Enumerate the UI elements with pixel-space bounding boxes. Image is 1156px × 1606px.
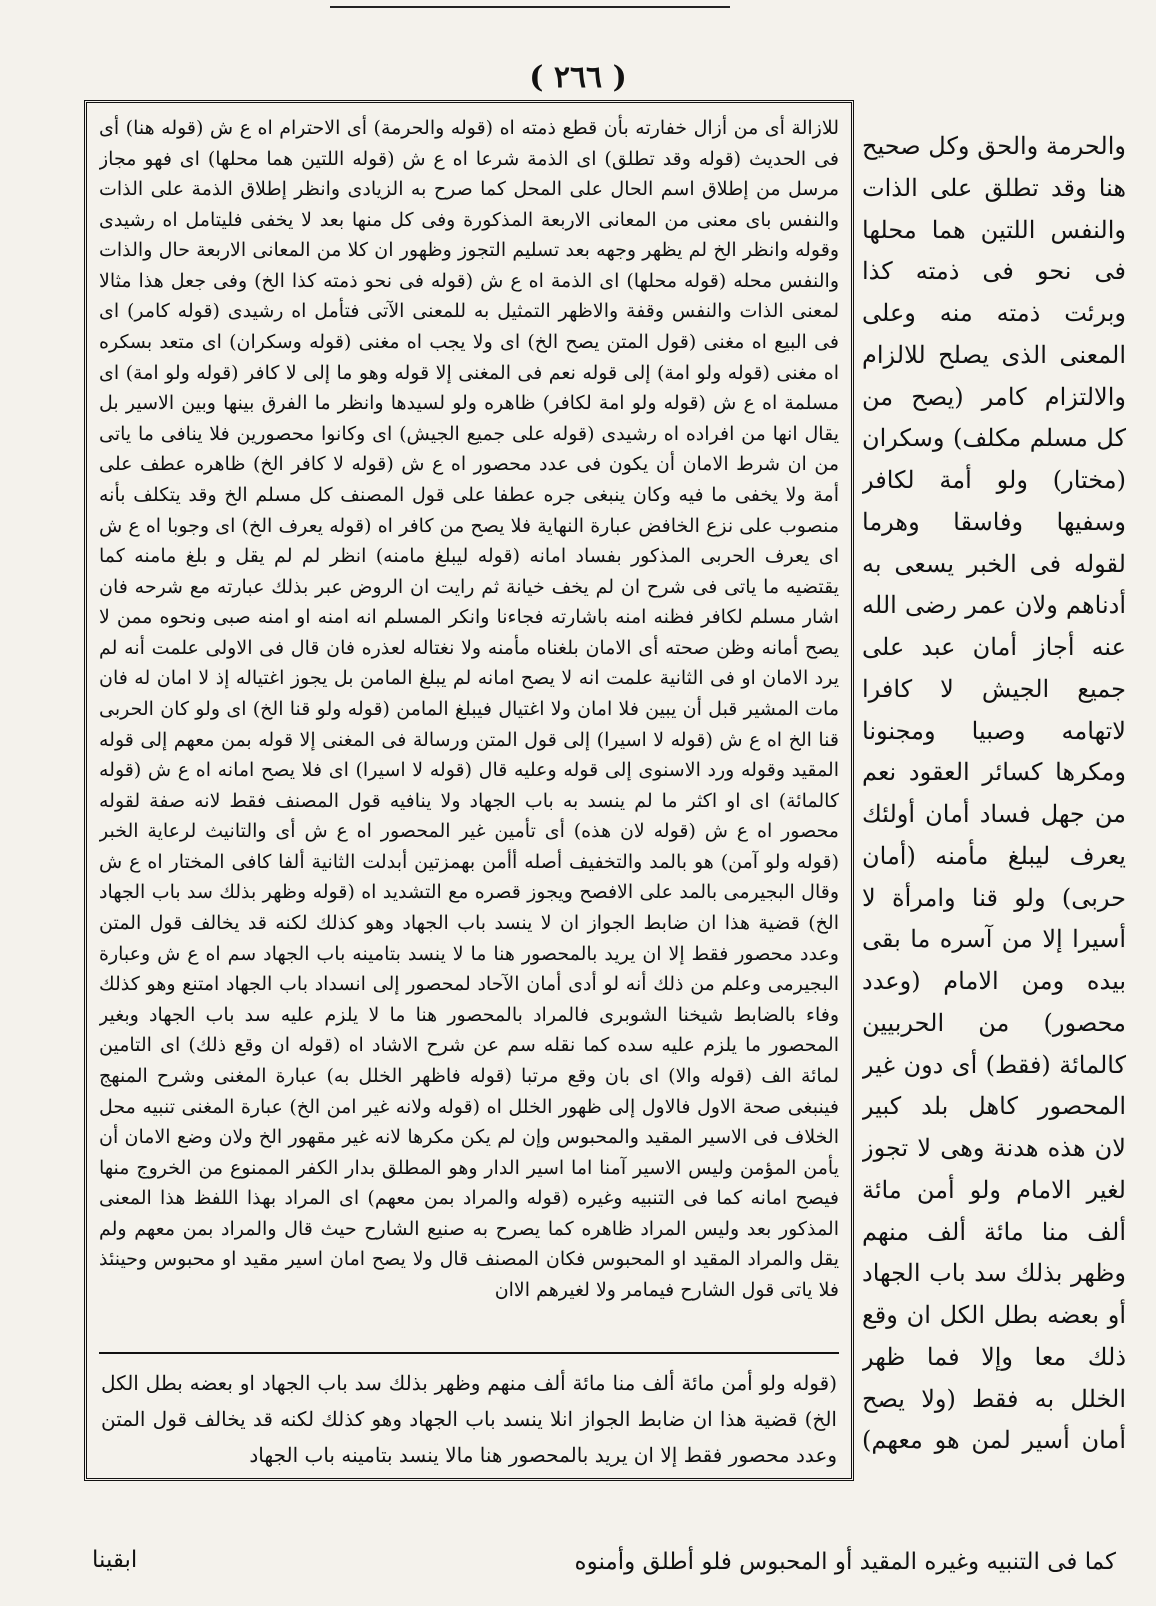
top-rule: [330, 0, 730, 8]
footnote-divider: [99, 1352, 839, 1354]
page-number: ( ٢٦٦ ): [529, 60, 627, 95]
continuation-line: كما فى التنبيه وغيره المقيد أو المحبوس فلو أطلق وأمنوه: [574, 1549, 1116, 1575]
main-text-column: والحرمة والحق وكل صحيح هنا وقد تطلق على الذات والنفس اللتين هما محلها فى نحو فى ذمته كذا وبرئت ذمته منه وعلى المعنى الذى يصلح للالزام والالتزام كامر (يصح من كل مسلم مكلف) وسكران (مختار) ولو أمة لكافر وسفيها وفاسقا وهرما لقوله فى الخبر يسعى به أدناهم ولان عمر رضى الله عنه أجاز أمان عبد على جميع الجيش لا كافرا لاتهامه وصبيا ومجنونا ومكرها كسائر العقود نعم من جهل فساد أمان أولئك يعرف ليبلغ مأمنه (أمان حربى) ولو قنا وامرأة لا أسيرا إلا من آسره ما بقى بيده ومن الامام (وعدد محصور) من الحربيين كالمائة (فقط) أى دون غير المحصور كاهل بلد كبير لان هذه هدنة وهى لا تجوز لغير الامام ولو أمن مائة ألف منا مائة ألف منهم وظهر بذلك سد باب الجهاد أو بعضه بطل الكل ان وقع ذلك معا وإلا فما ظهر الخلل به فقط (ولا يصح أمان أسير لمن هو معهم): [862, 132, 1126, 1455]
footnote-text: (قوله ولو أمن مائة ألف منا مائة ألف منهم وظهر بذلك سد باب الجهاد او بعضه بطل الكل الخ) قضية هذا ان ضابط الجواز انلا ينسد باب الجهاد وهو كذلك لكنه قد يخالف قول المتن وعدد محصور فقط إلا ان يريد بالمحصور هنا مالا ينسد بتامينه باب الجهاد: [101, 1371, 837, 1467]
commentary-frame: [84, 100, 854, 1481]
commentary-text: للازالة أى من أزال خفارته بأن قطع ذمته اه (قوله والحرمة) أى الاحترام اه ع ش (قوله هنا) أى فى الحديث (قوله وقد تطلق) اى الذمة شرعا اه ع ش (قوله اللتين هما محلها) اى فهو مجاز مرسل من إطلاق اسم الحال على المحل كما صرح به الزيادى وانظر إطلاق الذمة على الذات والنفس باى معنى من المعانى الاربعة المذكورة وفى كل منها بعد لا يخفى فليتامل اه رشيدى وقوله وانظر الخ لم يظهر وجهه بعد تسليم التجوز وظهور ان كلا من المعانى الاربعة حال والذات والنفس محله (قوله محلها) اى الذمة اه ع ش (قوله فى نحو ذمته كذا الخ) وفى جعل هذا مثالا لمعنى الذات والنفس وقفة والاظهر التمثيل به للمعنى الآتى فتأمل اه رشيدى (قوله كامر) اى فى البيع اه مغنى (قول المتن يصح الخ) اى ولا يجب اه مغنى (قوله وسكران) اى متعد بسكره اه مغنى (قوله ولو امة) إلى قوله نعم فى المغنى إلا قوله وهو ما إلى لا كافر (قوله ولو امة) اى مسلمة اه ع ش (قوله ولو امة لكافر) ظاهره ولو لسيدها وانظر ما الفرق بينها وبين الاسير بل يقال انها من افراده اه رشيدى (قوله على جميع الجيش) اى وكانوا محصورين فلا ينافى ما ياتى من ان شرط الامان أن يكون فى عدد محصور اه ع ش (قوله لا كافر الخ) ظاهره عطف على أمة ولا يخفى ما فيه وكان ينبغى جره عطفا على قول المصنف كل مسلم الخ وقد يتكلف بأنه منصوب على نزع الخافض عبارة النهاية فلا يصح من كافر اه (قوله يعرف الخ) اى وجوبا اه ع ش اى يعرف الحربى المذكور بفساد امانه (قوله ليبلغ مامنه) انظر لم لم يقل و بلغ مامنه كما يقتضيه ما ياتى فى شرح ان لم يخف خيانة ثم رايت ان الروض عبر بذلك عبارته مع شرحه فان اشار مسلم لكافر فظنه امنه باشارته فجاءنا وانكر المسلم انه امنه او امنه صبى ونحوه ممن لا يصح أمانه وظن صحته أى الامان بلغناه مأمنه ولا نغتاله لعذره فان قال فى الاولى علمت أنه لم يرد الامان او فى الثانية علمت انه لا يصح امانه لم يبلغ المامن بل يجوز اغتياله إذ لا امان له فان مات المشير قبل أن يبين فلا امان ولا اغتيال فيبلغ المامن (قوله ولو قنا الخ) اى ولو كان الحربى قنا الخ اه ع ش (قوله لا اسيرا) إلى قول المتن ورسالة فى المغنى إلا قوله بمن معهم إلى قوله المقيد وقوله ورد الاسنوى إلى قوله وعليه قال (قوله لا اسيرا) اى فلا يصح امانه اه ع ش (قوله كالمائة) اى او اكثر ما لم ينسد به باب الجهاد ولا ينافيه قول المصنف فقط لانه صفة لقوله محصور اه ع ش (قوله لان هذه) أى تأمين غير المحصور اه ع ش أى والتانيث لرعاية الخبر (قوله ولو آمن) هو بالمد والتخفيف أصله أأمن بهمزتين أبدلت الثانية ألفا كافى المختار اه ع ش وقال البجيرمى بالمد على الافصح ويجوز قصره مع التشديد اه (قوله وظهر بذلك سد باب الجهاد الخ) قضية هذا ان ضابط الجواز ان لا ينسد باب الجهاد وهو كذلك لكنه قد يخالف قول المتن وعدد محصور فقط إلا ان يريد بالمحصور هنا ما لا ينسد بتامينه باب الجهاد سم اه ع ش وعبارة البجيرمى وعلم من ذلك أنه لو أدى أمان الآحاد لمحصور إلى انسداد باب الجهاد امتنع وهو كذلك وفاء بالضابط شيخنا الشوبرى فالمراد بالمحصور هنا ما لا يلزم عليه سد باب الجهاد وبغير المحصور ما يلزم عليه سده كما نقله سم عن شرح الاشاد اه (قوله ان وقع ذلك) اى التامين لمائة الف (قوله والا) اى بان وقع مرتبا (قوله فاظهر الخلل به) عبارة المغنى وشرح المنهج فينبغى صحة الاول فالاول إلى ظهور الخلل اه (قوله ولانه غير امن الخ) عبارة المغنى تنبيه محل الخلاف فى الاسير المقيد والمحبوس وإن لم يكن مكرها لانه غير مقهور الخ ولان وضع الامان أن يأمن المؤمن وليس الاسير آمنا اما اسير الدار وهو المطلق بدار الكفر الممنوع من الخروج منها فيصح امانه كما فى التنبيه وغيره (قوله والمراد بمن معهم) اى المراد بهذا اللفظ هذا المعنى المذكور بعد وليس المراد ظاهره كما يصرح به صنيع الشارح حيث قال والمراد بمن معهم ولم يقل والمراد المقيد او المحبوس فكان المصنف قال ولا يصح امان اسير مقيد او محبوس وحينئذ فلا ياتى قول الشارح فيمامر ولا لغيرهم الاان: [99, 117, 839, 1301]
catchword: ابقينا: [92, 1547, 138, 1573]
